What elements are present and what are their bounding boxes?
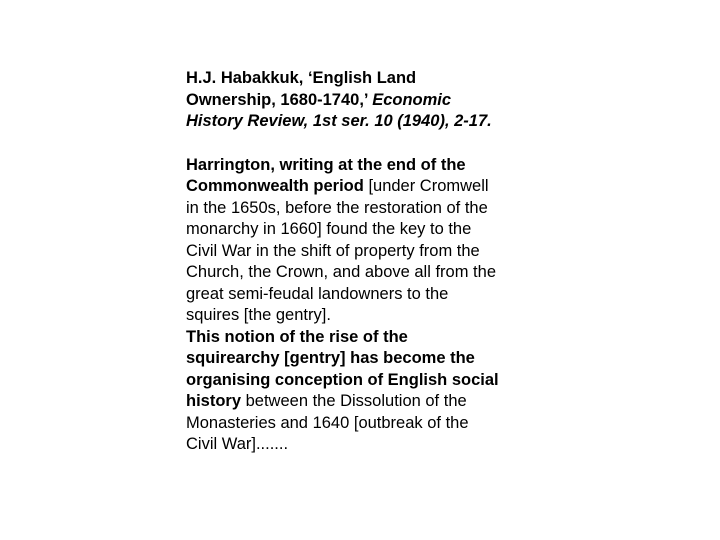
p1-line-4: monarchy in 1660] found the key to the — [186, 220, 472, 238]
p2-line-1: This notion of the rise of the — [186, 327, 408, 346]
citation — [186, 68, 546, 133]
p1-line-2 — [186, 176, 546, 198]
p1-line-1: Harrington, writing at the end of the — [186, 155, 466, 174]
citation-line-1: H.J. Habakkuk, ‘English Land — [186, 69, 417, 87]
p2-line-6: Civil War]....... — [186, 435, 289, 453]
citation-line-2 — [186, 90, 546, 112]
citation-line-3: History Review, 1st ser. 10 (1940), 2-17. — [186, 112, 492, 130]
p2-line-5: Monasteries and 1640 [outbreak of the — [186, 413, 469, 432]
p1-line-5: Civil War in the shift of property from the — [186, 241, 480, 260]
p1-line-2-rest: [under Cromwell — [368, 177, 489, 195]
p1-line-8: squires [the gentry]. — [186, 306, 331, 324]
p1-line-6: Church, the Crown, and above all from the — [186, 263, 496, 281]
paragraph-1 — [186, 155, 546, 327]
p2-line-4 — [186, 391, 546, 413]
citation-journal-title: Economic — [372, 90, 452, 109]
p2-line-2: squirearchy [gentry] has become the — [186, 349, 475, 367]
p1-line-3: in the 1650s, before the restoration of the — [186, 198, 488, 217]
p2-line-4-rest: between the Dissolution of the — [245, 392, 467, 410]
p1-line-7: great semi-feudal landowners to the — [186, 284, 449, 303]
paragraph-2 — [186, 327, 546, 456]
spacer — [186, 133, 546, 155]
p2-line-3: organising conception of English social — [186, 370, 499, 389]
citation-line-2-text: Ownership, 1680-1740,’ — [186, 90, 373, 109]
p1-line-2-bold: Commonwealth period — [186, 177, 369, 195]
text-block — [186, 68, 546, 456]
p2-line-4-bold: history — [186, 392, 246, 410]
